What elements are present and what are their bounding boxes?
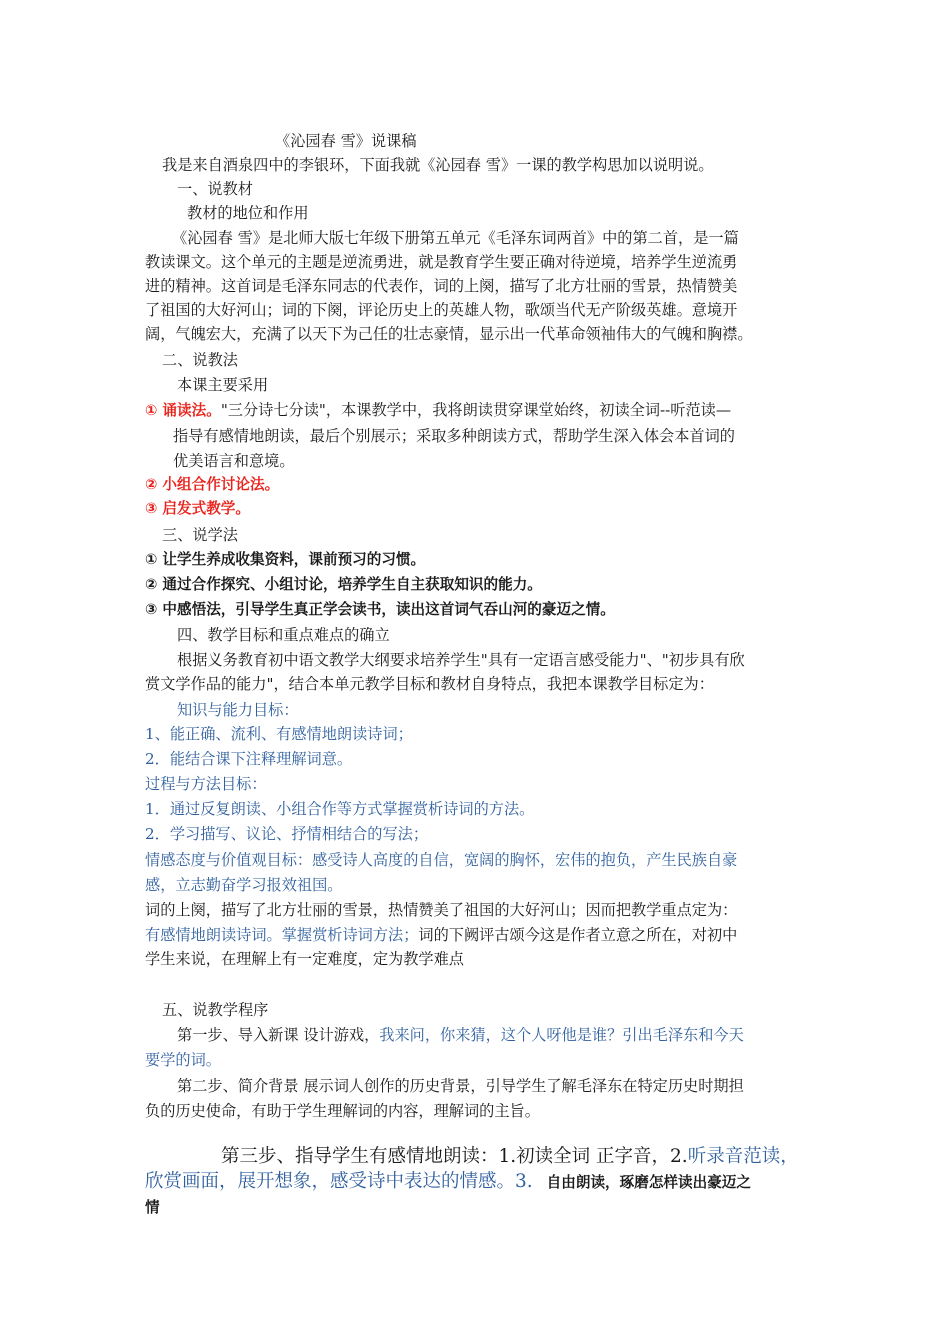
method-1-line: 指导有感情地朗读，最后个别展示；采取多种朗读方式，帮助学生深入体会本首词的 [173, 427, 735, 445]
goal-knowledge-item: 2．能结合课下注释理解词意。 [145, 750, 353, 768]
doc-title: 《沁园春 雪》说课稿 [275, 132, 417, 150]
study-method-3: ③ 中感悟法，引导学生真正学会读书，读出这首词气吞山河的豪迈之情。 [145, 601, 615, 618]
section-5-heading: 五、说教学程序 [162, 1001, 269, 1019]
section-4-para-line: 赏文学作品的能力"，结合本单元教学目标和教材自身特点，我把本课教学目标定为： [145, 675, 714, 693]
section-3-heading: 三、说学法 [162, 526, 238, 544]
method-1 [145, 398, 731, 423]
step-1-line: 要学的词。 [145, 1051, 221, 1069]
goal-process-item: 1．通过反复朗读、小组合作等方式掌握赏析诗词的方法。 [145, 800, 535, 818]
section-2-subheading: 本课主要采用 [177, 376, 269, 394]
goal-knowledge-item: 1、能正确、流利、有感情地朗读诗词； [145, 725, 413, 743]
section-1-para-line: 进的精神。这首词是毛泽东同志的代表作，词的上阕，描写了北方壮丽的雪景，热情赞美 [145, 277, 738, 295]
step-1-text: 第一步、导入新课 设计游戏， [177, 1026, 380, 1044]
section-1-para-line: 了祖国的大好河山；词的下阕，评论历史上的英雄人物，歌颂当代无产阶级英雄。意境开 [145, 301, 738, 319]
step-3-line: 情 [145, 1199, 160, 1216]
goal-emotion-line: 情感态度与价值观目标：感受诗人高度的自信，宽阔的胸怀，宏伟的抱负，产生民族自豪 [145, 851, 738, 869]
method-1-label: ① 诵读法。 [145, 402, 221, 419]
step-1-game: 我来问，你来猜，这个人呀他是谁？引出毛泽东和今天 [379, 1026, 744, 1044]
goal-process-item: 2．学习描写、议论、抒情相结合的写法； [145, 825, 429, 843]
section-1-heading: 一、说教材 [177, 180, 253, 198]
section-1-para-line: 教读课文。这个单元的主题是逆流勇进，就是教育学生要正确对待逆境，培养学生逆流勇 [145, 253, 738, 271]
step-1-line [177, 1023, 744, 1047]
goal-knowledge-heading: 知识与能力目标： [177, 701, 299, 719]
method-2: ② 小组合作讨论法。 [145, 476, 280, 493]
step-2-line: 负的历史使命，有助于学生理解词的内容，理解词的主旨。 [145, 1102, 540, 1120]
step-2-line: 第二步、简介背景 展示词人创作的历史背景，引导学生了解毛泽东在特定历史时期担 [177, 1077, 744, 1095]
study-method-2: ② 通过合作探究、小组讨论，培养学生自主获取知识的能力。 [145, 576, 542, 593]
key-point-line: 词的上阕，描写了北方壮丽的雪景，热情赞美了祖国的大好河山；因而把教学重点定为： [145, 901, 738, 919]
section-4-heading: 四、教学目标和重点难点的确立 [177, 626, 390, 644]
step-3-imagine: 欣赏画面，展开想象，感受诗中表达的情感。3. [145, 1171, 533, 1192]
method-1-line: 优美语言和意境。 [173, 452, 295, 470]
section-1-subheading: 教材的地位和作用 [187, 204, 309, 222]
section-1-para-line: 《沁园春 雪》是北师大版七年级下册第五单元《毛泽东词两首》中的第二首，是一篇 [172, 229, 739, 247]
goal-process-heading: 过程与方法目标： [145, 775, 267, 793]
key-point-text: 有感情地朗读诗词。掌握赏析诗词方法； [145, 926, 419, 944]
study-method-1: ① 让学生养成收集资料，课前预习的习惯。 [145, 551, 426, 568]
goal-emotion-line: 感，立志勤奋学习报效祖国。 [145, 876, 343, 894]
step-3-listen: 听录音范读， [687, 1146, 799, 1167]
difficulty-text: 词的下阙评古颂今这是作者立意之所在，对初中 [418, 926, 738, 944]
step-3-free-reading: 自由朗读，琢磨怎样读出豪迈之 [546, 1174, 751, 1191]
step-3-line [221, 1143, 799, 1171]
section-2-heading: 二、说教法 [162, 351, 238, 369]
step-3-text: 第三步、指导学生有感情地朗读：1.初读全词 正字音，2. [221, 1146, 688, 1167]
section-4-para-line: 根据义务教育初中语文教学大纲要求培养学生"具有一定语言感受能力"、"初步具有欣 [177, 651, 745, 669]
difficulty-line: 学生来说，在理解上有一定难度，定为教学难点 [145, 950, 464, 968]
section-1-para-line: 阔，气魄宏大，充满了以天下为己任的壮志豪情，显示出一代革命领袖伟大的气魄和胸襟。 [145, 325, 753, 343]
method-1-text: "三分诗七分读"，本课教学中，我将朗读贯穿课堂始终，初读全词--听范读— [220, 401, 732, 419]
key-point-line [145, 923, 737, 947]
step-3-line [145, 1168, 751, 1197]
method-3: ③ 启发式教学。 [145, 500, 251, 517]
intro-paragraph: 我是来自酒泉四中的李银环，下面我就《沁园春 雪》一课的教学构思加以说明说。 [162, 156, 714, 174]
